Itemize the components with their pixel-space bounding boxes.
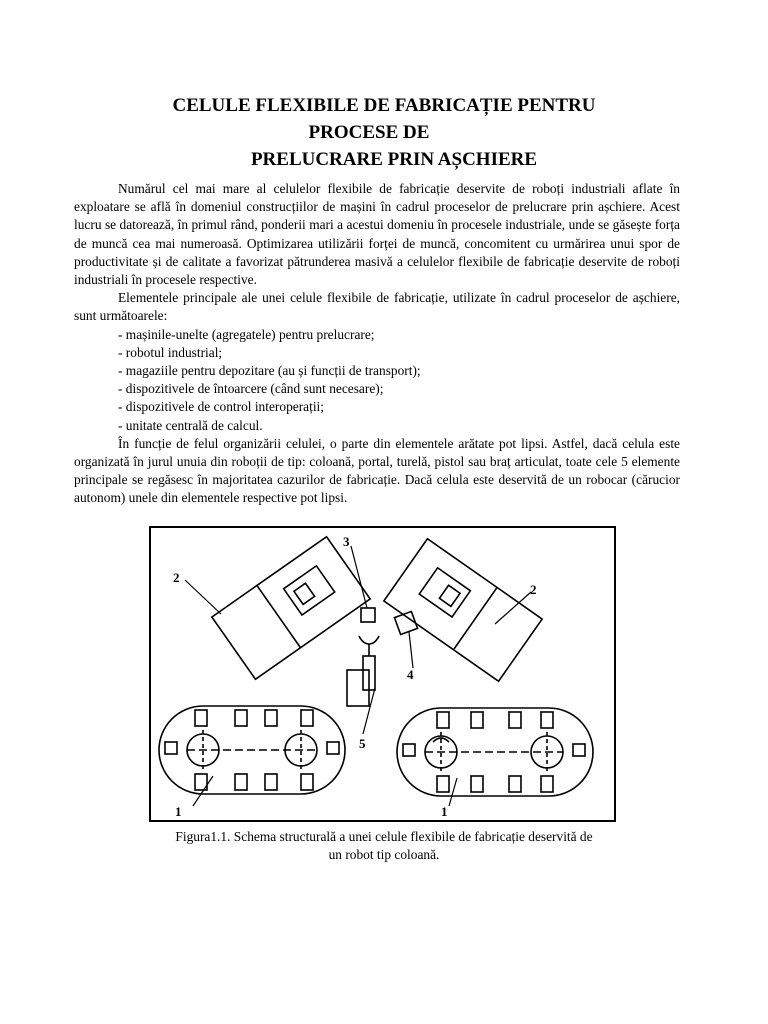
title-line-1: CELULE FLEXIBILE DE FABRICAȚIE PENTRU (172, 95, 596, 116)
label-control: 3 (343, 534, 350, 549)
cell-diagram (151, 528, 614, 820)
label-conveyor-left: 1 (175, 804, 182, 819)
label-conveyor-right: 1 (441, 804, 448, 819)
label-machine-right: 2 (530, 582, 537, 597)
column-robot (347, 636, 379, 706)
title-line-2: PROCESE DE (308, 122, 430, 143)
list-item: - mașinile-unelte (agregatele) pentru prelucrare; (118, 326, 375, 342)
paragraph-elements: Elementele principale ale unei celule flexibile de fabricație, utilizate în cadrul proceselor de așchiere, sunt următoarele: (74, 290, 680, 324)
conveyor-right (397, 708, 593, 796)
label-robot: 5 (359, 736, 366, 751)
control-device (361, 608, 375, 622)
label-turnover: 4 (407, 667, 414, 682)
elements-list (74, 326, 680, 435)
machine-tool-left (212, 537, 370, 680)
body-text (74, 180, 680, 508)
caption-line-2: un robot tip coloană. (328, 847, 440, 862)
document-title (0, 92, 768, 173)
paragraph-intro: Numărul cel mai mare al celulelor flexibile de fabricație deservite de roboți industriali aflate în exploatare se află în domeniul construcțiilor de mașini în cadrul proceselor de prelucrare prin așchiere. Acest lucru se datorează, în primul rând, ponderii mari a acestui domeniu în procesele industriale, unde se găsește forța de muncă cea mai numeroasă. Optimizarea utilizării forței de muncă, concomitent cu urmărirea unui spor de productivitate și de calitate a favorizat pătrunderea masivă a celulelor flexibile de fabricație deservite de roboți industriali în procesele respective. (74, 181, 680, 288)
caption-line-1: Figura1.1. Schema structurală a unei celule flexibile de fabricație deservită de (175, 829, 593, 844)
paragraph-organization: În funcție de felul organizării celulei, o parte din elementele arătate pot lipsi. Astfel, dacă celula este organizată în jurul unuia din roboții de tip: coloană, portal, turelă, pistol sau braț articulat, toate cele 5 elemente principale se regăsesc în majoritatea cazurilor de fabricație. Dacă celula este deservită de un robocar (cărucior autonom) unele din elementele respective pot lipsi. (74, 435, 680, 506)
title-line-3: PRELUCRARE PRIN AȘCHIERE (250, 149, 538, 170)
figure-cell-schematic (149, 526, 616, 822)
list-item: - robotul industrial; (118, 344, 223, 360)
list-item: - dispozitivele de control interoperații; (118, 399, 324, 415)
figure-caption (100, 828, 668, 864)
list-item: - dispozitivele de întoarcere (când sunt necesare); (118, 381, 384, 397)
list-item: - unitate centrală de calcul. (118, 417, 263, 433)
label-machine-left: 2 (173, 570, 180, 585)
machine-tool-right (384, 539, 542, 682)
conveyor-left (159, 706, 345, 794)
list-item: - magaziile pentru depozitare (au și funcții de transport); (118, 363, 421, 379)
